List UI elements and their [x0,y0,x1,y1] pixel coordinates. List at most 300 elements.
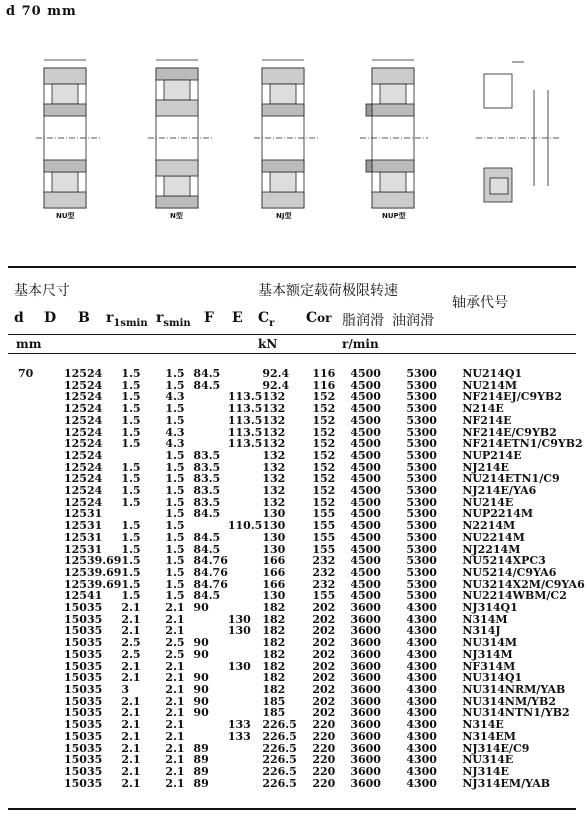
cell-grease: 3600 [350,659,381,673]
cell-code: N314EM [462,729,516,743]
cell-d: 150 [64,671,87,685]
unit-mm: mm [16,337,42,351]
cell-code: NJ314E/C9 [462,741,530,755]
cell-cor: 152 [312,472,336,486]
cell-d: 125 [64,495,87,509]
cell-b: 35 [86,729,103,743]
mounting-dimensions-drawing [476,62,560,202]
cell-b: 24 [86,472,103,486]
cell-oil: 4300 [406,624,437,638]
cell-cor: 202 [312,682,336,696]
cell-code: NU214ETN1/C9 [462,472,560,486]
cell-e [228,672,262,684]
cell-b: 35 [86,753,103,767]
cell-cor: 155 [312,530,336,544]
cell-d: 150 [64,624,87,638]
cell-d: 125 [64,390,87,404]
cell-grease: 4500 [350,589,381,603]
cell-r: 1.5 [165,413,185,427]
cell-f: 83.5 [193,495,221,509]
cell-b: 24 [86,390,103,404]
cell-r1: 1.5 [121,589,141,603]
cell-r1: 2.1 [121,776,141,790]
cell-f [193,731,227,743]
cell-cr: 226.5 [262,741,297,755]
cell-cor: 152 [312,460,336,474]
cell-b: 35 [86,682,103,696]
cell-f: 89 [193,753,209,767]
cell-cor: 116 [312,367,336,380]
cell-code: NU314NM/YB2 [462,694,556,708]
cell-grease: 4500 [350,378,381,392]
cell-f [193,391,227,403]
col-D-header: D [44,310,57,326]
cell-r: 2.1 [165,682,185,696]
cell-e [228,532,262,544]
cell-oil: 4300 [406,776,437,790]
cell-d [18,462,64,474]
cell-spacer [0,743,18,755]
drawing-caption: NU型 [56,212,75,220]
cell-e [228,637,262,649]
cell-oil: 4300 [406,718,437,732]
cell-cor: 116 [312,378,336,392]
cell-d [18,567,64,579]
cell-cor: 152 [312,425,336,439]
cell-d: 125 [64,437,87,451]
cell-cr: 132 [262,425,286,439]
cell-r1: 3 [121,682,130,696]
cell-d: 125 [64,565,87,579]
cell-r1: 2.1 [121,718,141,732]
cell-cor: 220 [312,718,336,732]
cell-spacer [0,473,18,485]
cell-b: 35 [86,741,103,755]
cell-r: 2.1 [165,753,185,767]
cell-f [193,719,227,731]
cell-spacer [0,567,18,579]
cell-b: 35 [86,694,103,708]
cell-oil: 5300 [406,472,437,486]
cell-r: 4.3 [165,437,185,451]
cell-f: 90 [193,671,209,685]
cell-r1: 2.1 [121,729,141,743]
cell-cor: 202 [312,694,336,708]
cell-spacer [0,707,18,719]
bottom-rule [8,808,576,810]
cell-r1: 1.5 [121,519,141,533]
cell-b: 31 [86,507,103,521]
cell-f: 84.5 [193,378,221,392]
cell-grease: 4500 [350,507,381,521]
cell-r: 1.5 [165,589,185,603]
cell-d: 125 [64,530,87,544]
cell-b: 39.69 [86,577,122,591]
cell-grease: 4500 [350,425,381,439]
cell-f: 89 [193,776,209,790]
cell-spacer [0,544,18,556]
cell-b: 24 [86,378,103,392]
cell-r1: 1.5 [121,390,141,404]
cell-cr: 132 [262,484,286,498]
cell-f [193,403,227,415]
page-title: d 70 mm [6,4,77,19]
cell-d [18,625,64,637]
cell-r: 1.5 [165,565,185,579]
cell-d [18,391,64,403]
cell-r: 2.1 [165,659,185,673]
table-row [0,485,586,497]
cell-f: 84.5 [193,507,221,521]
cell-r1: 1.5 [121,402,141,416]
cell-d: 70 [18,367,34,380]
cell-d [18,520,64,532]
cell-r: 1.5 [165,460,185,474]
cell-d [18,743,64,755]
cell-d: 150 [64,694,87,708]
cell-b: 24 [86,484,103,498]
cell-r: 2.1 [165,706,185,720]
cell-code: NUP214E [462,448,522,462]
cell-code: NU314NRM/YAB [462,682,566,696]
cell-r1 [121,450,165,462]
cell-d: 125 [64,472,87,486]
cell-spacer [0,438,18,450]
col-r-header: $r_{smin}$ [156,310,191,329]
cell-d: 125 [64,448,87,462]
cell-f: 84.5 [193,530,221,544]
cell-spacer [0,579,18,591]
cell-oil: 5300 [406,507,437,521]
cell-grease: 4500 [350,577,381,591]
cell-e [228,450,262,462]
cell-oil: 4300 [406,647,437,661]
cell-d [18,731,64,743]
cell-b: 31 [86,519,103,533]
cell-d: 125 [64,542,87,556]
cell-code: NUP2214M [462,507,534,521]
cell-r: 1.5 [165,448,185,462]
cell-r: 1.5 [165,554,185,568]
table-row [0,731,586,743]
cell-b: 35 [86,706,103,720]
cell-code: NJ314Q1 [462,601,518,615]
cell-r: 1.5 [165,402,185,416]
cell-oil: 5300 [406,484,437,498]
cell-f: 84.76 [193,565,228,579]
cell-e: 133 [227,718,251,732]
cell-cr: 166 [262,565,286,579]
cell-r1: 2.5 [121,636,141,650]
cell-grease: 3600 [350,624,381,638]
cell-d: 150 [64,729,87,743]
cell-oil: 4300 [406,753,437,767]
cell-d: 125 [64,577,87,591]
cell-code: NU2214WBM/C2 [462,589,567,603]
cell-spacer [0,532,18,544]
cell-spacer [0,415,18,427]
cell-grease: 3600 [350,764,381,778]
cell-cor: 202 [312,659,336,673]
cell-e: 113.5 [227,425,263,439]
cell-d [18,637,64,649]
cell-oil: 5300 [406,367,437,380]
cell-e [228,778,262,790]
cell-cor: 220 [312,776,336,790]
cell-b: 39.69 [86,565,122,579]
cell-cor: 152 [312,437,336,451]
cell-spacer [0,719,18,731]
cell-r: 4.3 [165,390,185,404]
cell-cr: 182 [262,659,286,673]
cell-f: 84.5 [193,589,221,603]
cell-e [228,462,262,474]
cell-code: NU3214X2M/C9YA6 [462,577,585,591]
cell-spacer [0,637,18,649]
cell-r1: 1.5 [121,495,141,509]
cell-cor: 152 [312,495,336,509]
cell-d: 150 [64,659,87,673]
cell-cr: 92.4 [262,367,290,380]
cell-r1: 1.5 [121,542,141,556]
cell-b: 31 [86,542,103,556]
cell-cor: 155 [312,542,336,556]
cell-cr: 130 [262,530,286,544]
cell-r: 1.5 [165,542,185,556]
cell-e [228,743,262,755]
cell-code: NF314M [462,659,516,673]
drawing-caption: NJ型 [276,212,292,220]
cell-code: NJ314EM/YAB [462,776,551,790]
cell-e: 130 [227,659,251,673]
bearing-table [0,368,586,789]
cell-code: NU5214/C9YA6 [462,565,557,579]
cell-d [18,672,64,684]
cell-code: NJ214E [462,460,509,474]
cell-r1: 2.1 [121,706,141,720]
cell-spacer [0,649,18,661]
cell-b: 35 [86,636,103,650]
cell-oil: 5300 [406,425,437,439]
cell-spacer [0,625,18,637]
cell-cor: 202 [312,636,336,650]
cell-r: 1.5 [165,530,185,544]
cell-r: 2.1 [165,741,185,755]
cell-code: NJ2214M [462,542,521,556]
cell-e [228,649,262,661]
cell-r: 2.1 [165,671,185,685]
cell-oil: 5300 [406,530,437,544]
cell-f: 90 [193,647,209,661]
header-rule [8,334,576,335]
cell-code: NF214E/C9YB2 [462,425,557,439]
cell-cor: 220 [312,741,336,755]
cell-r1: 1.5 [121,472,141,486]
cell-code: N314M [462,612,508,626]
cell-d [18,719,64,731]
table-row [0,368,586,380]
cell-oil: 5300 [406,519,437,533]
cell-cr: 132 [262,437,286,451]
cell-cor: 155 [312,507,336,521]
cell-b: 24 [86,495,103,509]
cell-e: 113.5 [227,402,263,416]
cell-r: 1.5 [165,577,185,591]
cell-grease: 4500 [350,484,381,498]
cell-cr: 130 [262,589,286,603]
cell-d: 150 [64,636,87,650]
cell-r: 2.1 [165,601,185,615]
cell-f [193,415,227,427]
cell-r1: 2.1 [121,624,141,638]
cell-spacer [0,602,18,614]
cell-d: 150 [64,682,87,696]
cell-code: NU214M [462,378,518,392]
cell-d: 125 [64,378,87,392]
cell-oil: 4300 [406,741,437,755]
cell-cor: 152 [312,484,336,498]
basic-dims-header: 基本尺寸 [14,283,70,299]
cell-oil: 5300 [406,460,437,474]
cell-r: 1.5 [165,495,185,509]
cell-cr: 132 [262,460,286,474]
cell-grease: 4500 [350,565,381,579]
cell-oil: 5300 [406,589,437,603]
cell-oil: 4300 [406,636,437,650]
cell-cr: 130 [262,519,286,533]
cell-b: 35 [86,601,103,615]
cell-cr: 132 [262,472,286,486]
cell-cor: 220 [312,764,336,778]
cell-grease: 3600 [350,718,381,732]
table-body [0,368,586,789]
cell-f [193,614,227,626]
cell-oil: 4300 [406,659,437,673]
cell-e [228,555,262,567]
cell-oil: 5300 [406,542,437,556]
cell-code: NF214EJ/C9YB2 [462,390,562,404]
cell-r: 2.5 [165,647,185,661]
cell-b: 24 [86,402,103,416]
cell-r1: 2.1 [121,671,141,685]
cell-f [193,427,227,439]
cell-cor: 152 [312,413,336,427]
cell-grease: 3600 [350,601,381,615]
cell-cor: 220 [312,729,336,743]
cell-r: 1.5 [165,484,185,498]
cell-cr: 182 [262,612,286,626]
cell-e: 133 [227,729,251,743]
nu-type-drawing [36,60,100,208]
cell-r1: 2.1 [121,612,141,626]
cell-grease: 3600 [350,636,381,650]
cell-code: N314E [462,718,504,732]
cell-r1: 2.5 [121,647,141,661]
cell-d [18,544,64,556]
cell-f: 90 [193,682,209,696]
cell-oil: 4300 [406,706,437,720]
table-row [0,778,586,790]
cell-f: 90 [193,636,209,650]
cell-oil: 4300 [406,601,437,615]
cell-spacer [0,391,18,403]
cell-d: 150 [64,741,87,755]
cell-oil: 5300 [406,390,437,404]
cell-code: NU214E [462,495,514,509]
cell-d [18,649,64,661]
cell-b: 35 [86,624,103,638]
cell-d: 150 [64,601,87,615]
cell-e [228,602,262,614]
cell-r1: 1.5 [121,577,141,591]
speed-limit-header: 极限转速 [342,283,398,299]
cell-b: 35 [86,659,103,673]
cell-code: NU314M [462,636,518,650]
cell-grease: 3600 [350,729,381,743]
cell-cor: 152 [312,448,336,462]
cell-r: 2.5 [165,636,185,650]
cell-b: 35 [86,647,103,661]
cell-d: 125 [64,507,87,521]
cell-b: 35 [86,718,103,732]
cell-d [18,590,64,602]
cell-d [18,473,64,485]
cell-f: 83.5 [193,484,221,498]
cell-code: NF214E [462,413,512,427]
col-oil-header: 油润滑 [392,313,434,329]
cell-grease: 3600 [350,682,381,696]
cell-r1: 2.1 [121,741,141,755]
nj-type-drawing [254,60,318,208]
cell-d [18,380,64,392]
cell-oil: 4300 [406,682,437,696]
cell-d: 125 [64,519,87,533]
cell-spacer [0,427,18,439]
cell-spacer [0,368,18,380]
cell-e [228,754,262,766]
cell-b: 31 [86,530,103,544]
cell-f: 84.5 [193,367,221,380]
cell-d [18,555,64,567]
cell-spacer [0,731,18,743]
cell-grease: 3600 [350,647,381,661]
cell-d [18,497,64,509]
cell-spacer [0,380,18,392]
cell-grease: 4500 [350,437,381,451]
cell-r1: 1.5 [121,554,141,568]
cell-d: 150 [64,612,87,626]
cell-oil: 5300 [406,378,437,392]
cell-spacer [0,520,18,532]
cell-spacer [0,684,18,696]
cell-r1: 2.1 [121,694,141,708]
cell-code: NU214Q1 [462,367,523,380]
cell-e [228,544,262,556]
unit-rule [8,353,576,354]
cell-oil: 4300 [406,729,437,743]
cell-spacer [0,661,18,673]
cell-b: 35 [86,776,103,790]
cell-f: 83.5 [193,472,221,486]
drawing-caption: N型 [170,212,183,220]
cell-e [228,473,262,485]
cell-e: 130 [227,612,251,626]
cell-f: 90 [193,706,209,720]
cell-spacer [0,403,18,415]
cell-r: 2.1 [165,694,185,708]
cell-d [18,485,64,497]
cell-grease: 3600 [350,776,381,790]
